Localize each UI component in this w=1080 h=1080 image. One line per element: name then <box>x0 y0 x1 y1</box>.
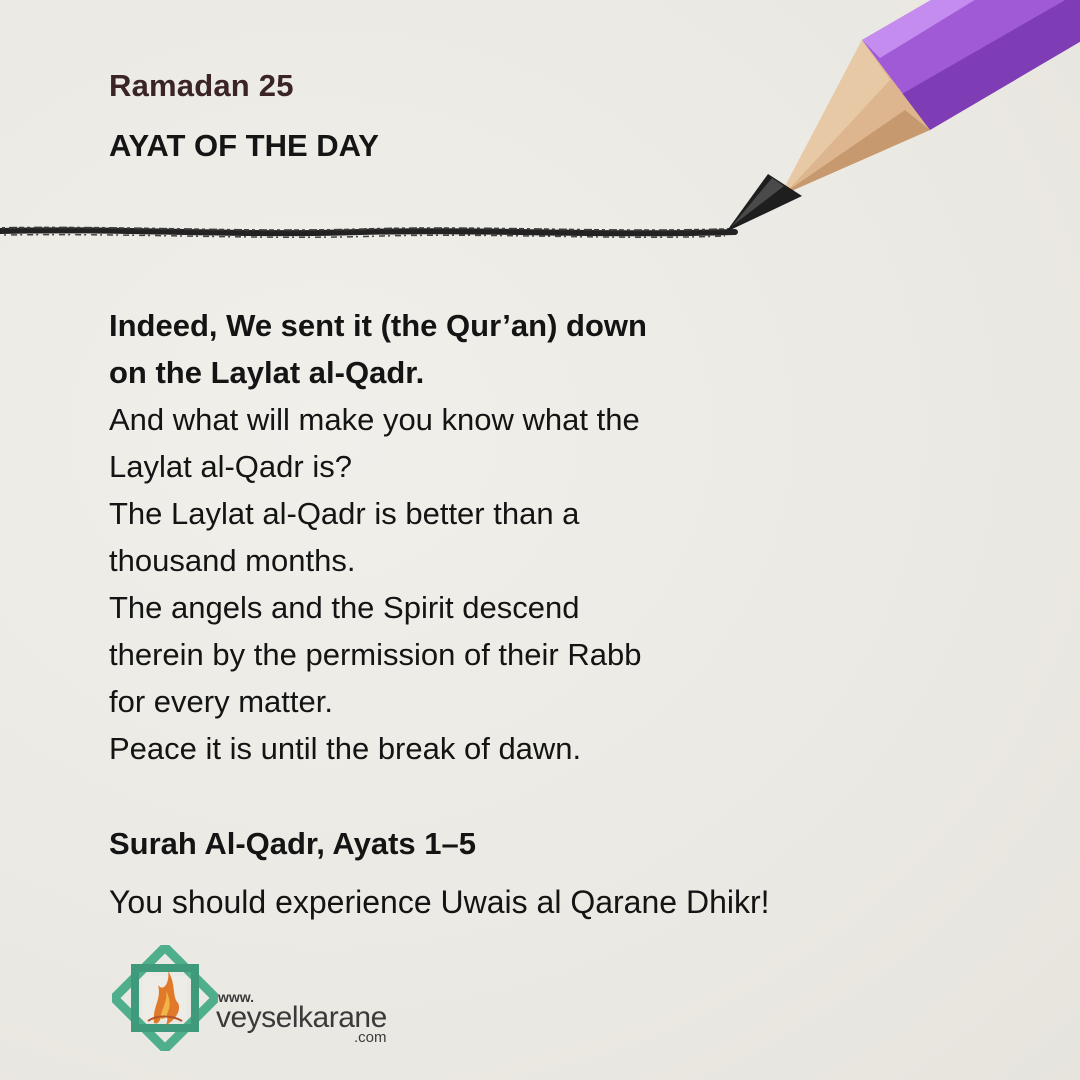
verse-line: therein by the permission of their Rabb <box>109 637 642 672</box>
call-to-action: You should experience Uwais al Qarane Dhikr! <box>109 884 770 920</box>
header-subtitle: AYAT OF THE DAY <box>109 128 379 163</box>
verse-line: The angels and the Spirit descend <box>109 590 580 625</box>
surah-reference: Surah Al-Qadr, Ayats 1–5 <box>109 826 476 861</box>
pencil <box>726 0 1080 232</box>
verse-line: thousand months. <box>109 543 356 578</box>
verse-line: The Laylat al-Qadr is better than a <box>109 496 580 531</box>
verse-line: And what will make you know what the <box>109 402 640 437</box>
header-title: Ramadan 25 <box>109 68 294 103</box>
verse-line: for every matter. <box>109 684 333 719</box>
verse-line: on the Laylat al-Qadr. <box>109 355 425 390</box>
verse-line: Laylat al-Qadr is? <box>109 449 352 484</box>
logo-domain: veyselkarane <box>216 1001 387 1034</box>
logo-emblem-icon <box>112 945 218 1051</box>
logo-www: www. <box>218 989 255 1005</box>
pencil-line <box>0 228 735 238</box>
verse-line: Indeed, We sent it (the Qur’an) down <box>109 308 647 343</box>
verse-text <box>109 302 809 772</box>
logo-tld: .com <box>354 1029 387 1046</box>
brand-logo[interactable] <box>112 945 412 1055</box>
verse-line: Peace it is until the break of dawn. <box>109 731 582 766</box>
